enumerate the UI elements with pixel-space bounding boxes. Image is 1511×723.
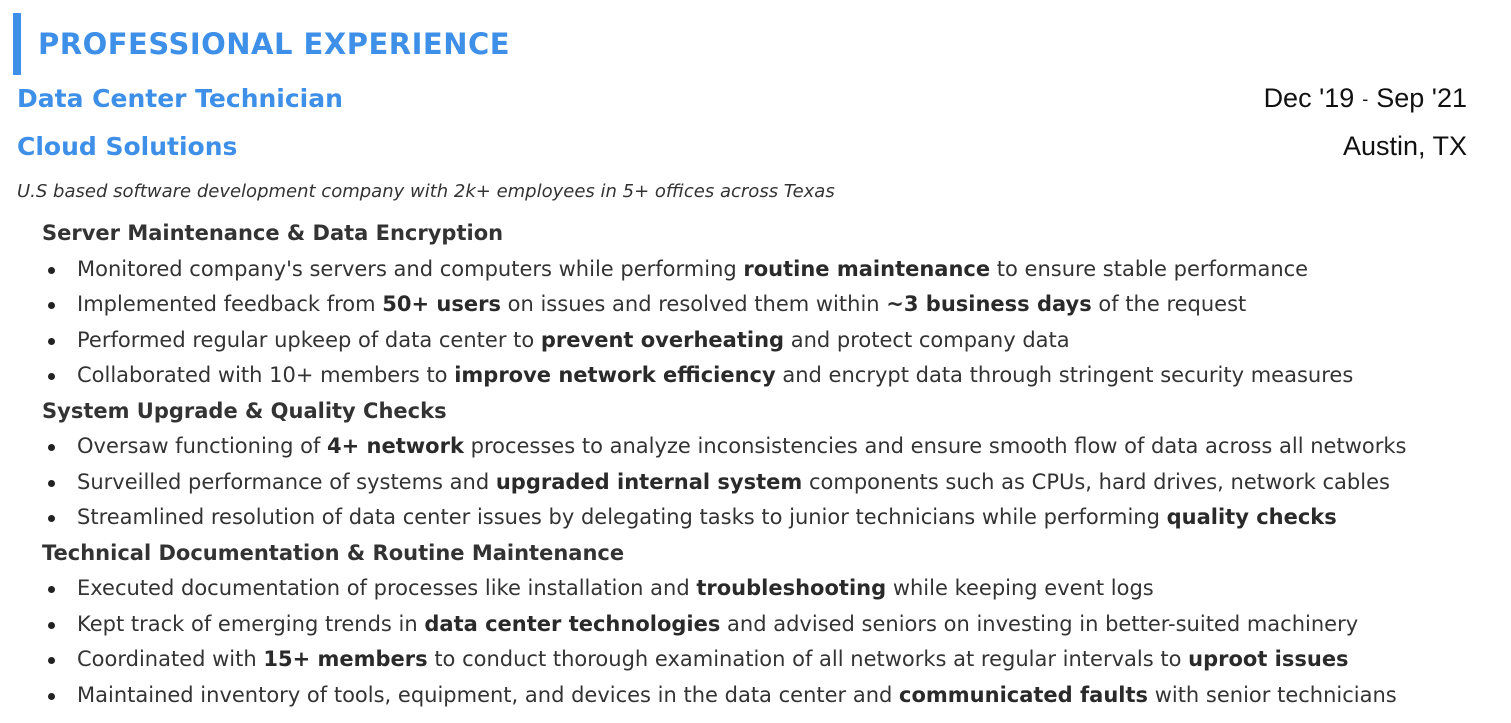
bullet-item (42, 252, 1502, 288)
bullet-highlight: 50+ users (382, 292, 501, 316)
company-description: U.S based software development company with 2k+ employees in 5+ offices across Texas (17, 181, 835, 202)
bullet-text: Collaborated with 10+ members to (77, 363, 455, 387)
group-heading: Technical Documentation & Routine Maintenance (42, 540, 625, 565)
section-title: PROFESSIONAL EXPERIENCE (38, 27, 511, 61)
bullet-text: Surveilled performance of systems and (77, 469, 496, 494)
bullet-item (42, 465, 1502, 501)
section-accent-bar (13, 13, 21, 75)
bullet-item (42, 571, 1502, 607)
bullet-text: to conduct thorough examination of all networks at regular intervals to (427, 647, 1189, 671)
bullet-text: Oversaw functioning of (77, 434, 328, 458)
bullet-highlight: communicated faults (899, 682, 1149, 707)
section-header (13, 13, 510, 75)
bullet-item (42, 500, 1502, 536)
bullet-highlight: prevent overheating (540, 327, 785, 352)
bullet-item (42, 642, 1502, 678)
bullet-text: and protect company data (784, 327, 1070, 352)
bullet-text: processes to analyze inconsistencies and ensure smooth flow of data across all networks (463, 434, 1407, 458)
bullet-highlight: routine maintenance (743, 256, 991, 281)
bullet-item (42, 607, 1502, 643)
bullet-item (42, 287, 1502, 323)
bullet-list (42, 571, 1502, 713)
group-heading: Server Maintenance & Data Encryption (42, 221, 504, 245)
bullet-text: on issues and resolved them within (500, 292, 887, 316)
job-end-date: Sep '21 (1376, 83, 1467, 113)
bullet-item (42, 358, 1502, 394)
bullet-highlight: 15+ members (263, 647, 428, 671)
bullet-list (42, 429, 1502, 536)
bullet-text: Monitored company's servers and computers while performing (77, 256, 744, 281)
bullet-list (42, 252, 1502, 394)
bullet-highlight: quality checks (1166, 505, 1337, 529)
bullet-text: Kept track of emerging trends in (77, 611, 425, 636)
experience-details (42, 216, 1502, 713)
bullet-text: Implemented feedback from (77, 292, 383, 316)
bullet-text: while keeping event logs (886, 576, 1154, 600)
bullet-text: and advised seniors on investing in better-suited machinery (720, 611, 1359, 636)
bullet-highlight: troubleshooting (696, 576, 887, 600)
bullet-text: to ensure stable performance (990, 256, 1309, 281)
bullet-highlight: ~3 business days (886, 292, 1092, 316)
job-title: Data Center Technician (17, 84, 343, 113)
group-heading: System Upgrade & Quality Checks (42, 398, 447, 423)
bullet-highlight: 4+ network (327, 434, 464, 458)
bullet-text: of the request (1091, 292, 1247, 316)
bullet-text: and encrypt data through stringent security measures (775, 363, 1354, 387)
bullet-text: Streamlined resolution of data center issues by delegating tasks to junior technicians while performing (77, 505, 1167, 529)
bullet-highlight: improve network efficiency (454, 363, 776, 387)
bullet-item (42, 429, 1502, 465)
bullet-text: with senior technicians (1148, 682, 1397, 707)
job-title-row (17, 83, 1467, 114)
bullet-text: components such as CPUs, hard drives, network cables (802, 469, 1390, 494)
bullet-highlight: upgraded internal system (495, 469, 803, 494)
bullet-highlight: uproot issues (1188, 647, 1349, 671)
bullet-highlight: data center technologies (424, 611, 721, 636)
bullet-text: Coordinated with (77, 647, 264, 671)
bullet-item (42, 678, 1502, 714)
bullet-text: Maintained inventory of tools, equipment, and devices in the data center and (77, 682, 900, 707)
bullet-text: Executed documentation of processes like installation and (77, 576, 697, 600)
bullet-text: Performed regular upkeep of data center to (77, 327, 541, 352)
company-row (17, 131, 1467, 162)
job-start-date: Dec '19 (1263, 83, 1355, 113)
job-dates (1264, 83, 1467, 114)
date-separator: - (1362, 89, 1369, 110)
company-name: Cloud Solutions (17, 132, 238, 161)
bullet-item (42, 323, 1502, 359)
job-location: Austin, TX (1342, 131, 1467, 161)
